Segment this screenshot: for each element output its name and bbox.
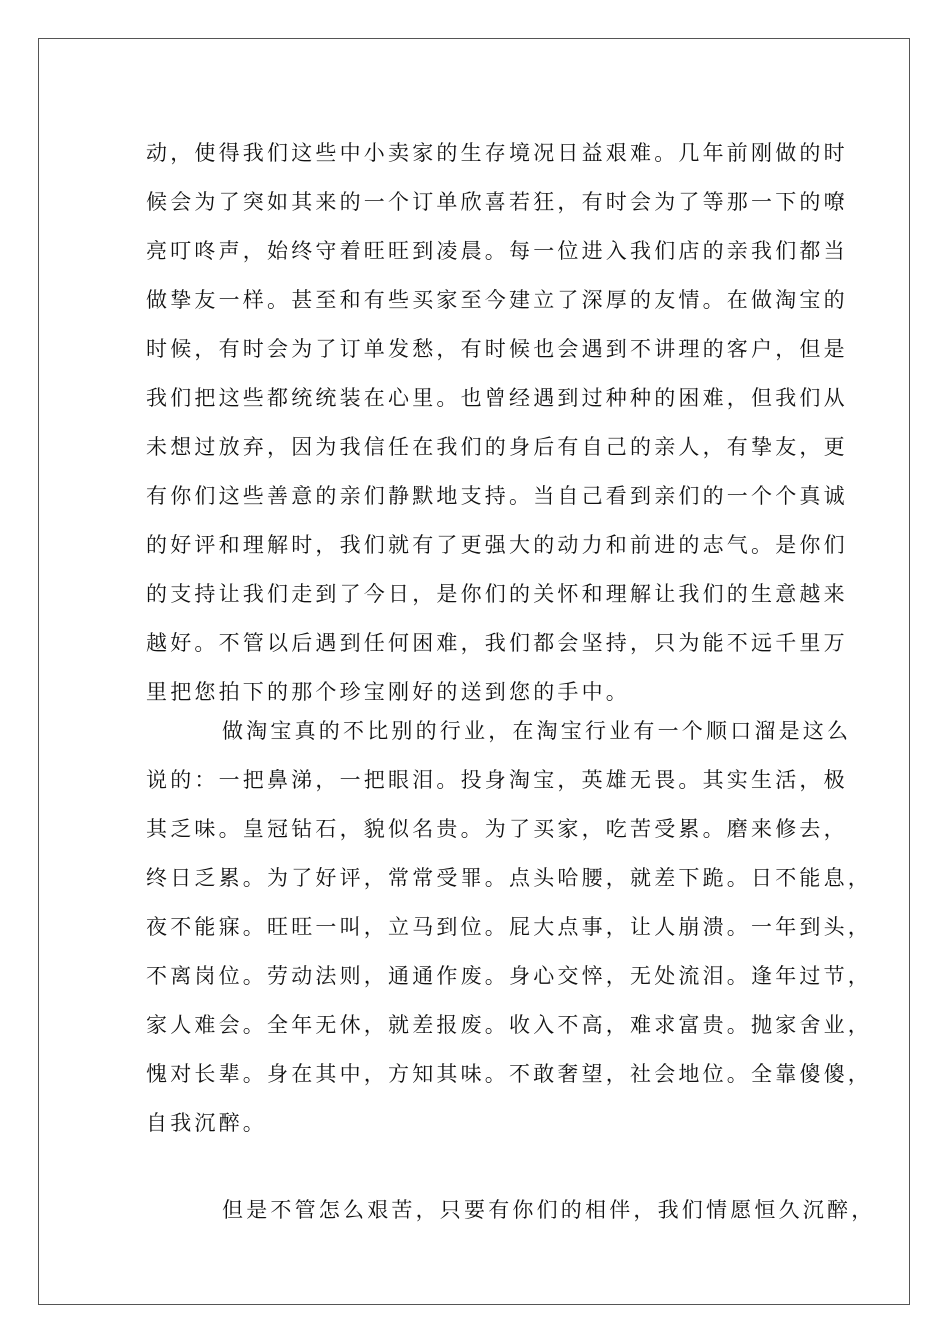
- paragraph-2: [146, 707, 872, 1148]
- text-line: 候会为了突如其来的一个订单欣喜若狂，有时会为了等那一下的嘹: [146, 190, 848, 214]
- text-line: 自我沉醉。: [146, 1111, 267, 1135]
- text-line: 有你们这些善意的亲们静默地支持。当自己看到亲们的一个个真诚: [146, 484, 848, 508]
- text-line: 亮叮咚声，始终守着旺旺到凌晨。每一位进入我们店的亲我们都当: [146, 239, 848, 263]
- text-line: 其乏味。皇冠钻石，貌似名贵。为了买家，吃苦受累。磨来修去，: [146, 817, 848, 841]
- text-line: 愧对长辈。身在其中，方知其味。不敢奢望，社会地位。全靠傻傻，: [146, 1062, 872, 1086]
- text-line: 终日乏累。为了好评，常常受罪。点头哈腰，就差下跪。日不能息，: [146, 866, 872, 890]
- text-line: 的好评和理解时，我们就有了更强大的动力和前进的志气。是你们: [146, 533, 848, 557]
- text-line: 时候，有时会为了订单发愁，有时候也会遇到不讲理的客户，但是: [146, 337, 848, 361]
- text-line: 我们把这些都统统装在心里。也曾经遇到过种种的困难，但我们从: [146, 386, 848, 410]
- text-line: 里把您拍下的那个珍宝刚好的送到您的手中。: [146, 680, 630, 704]
- text-line: 做淘宝真的不比别的行业，在淘宝行业有一个顺口溜是这么: [222, 719, 852, 743]
- paragraph-3: [146, 1186, 876, 1235]
- text-line: 的支持让我们走到了今日，是你们的关怀和理解让我们的生意越来: [146, 582, 848, 606]
- text-line: 做挚友一样。甚至和有些买家至今建立了深厚的友情。在做淘宝的: [146, 288, 848, 312]
- text-line: 未想过放弃，因为我信任在我们的身后有自己的亲人，有挚友，更: [146, 435, 848, 459]
- text-line: 家人难会。全年无休，就差报废。收入不高，难求富贵。抛家舍业，: [146, 1013, 872, 1037]
- text-line: 夜不能寐。旺旺一叫，立马到位。屁大点事，让人崩溃。一年到头，: [146, 915, 872, 939]
- text-line: 但是不管怎么艰苦，只要有你们的相伴，我们情愿恒久沉醉，: [222, 1198, 876, 1222]
- paragraph-1: [146, 129, 848, 717]
- text-line: 动，使得我们这些中小卖家的生存境况日益艰难。几年前刚做的时: [146, 141, 848, 165]
- text-line: 说的：一把鼻涕，一把眼泪。投身淘宝，英雄无畏。其实生活，极: [146, 768, 848, 792]
- text-line: 不离岗位。劳动法则，通通作废。身心交悴，无处流泪。逢年过节，: [146, 964, 872, 988]
- text-line: 越好。不管以后遇到任何困难，我们都会坚持，只为能不远千里万: [146, 631, 848, 655]
